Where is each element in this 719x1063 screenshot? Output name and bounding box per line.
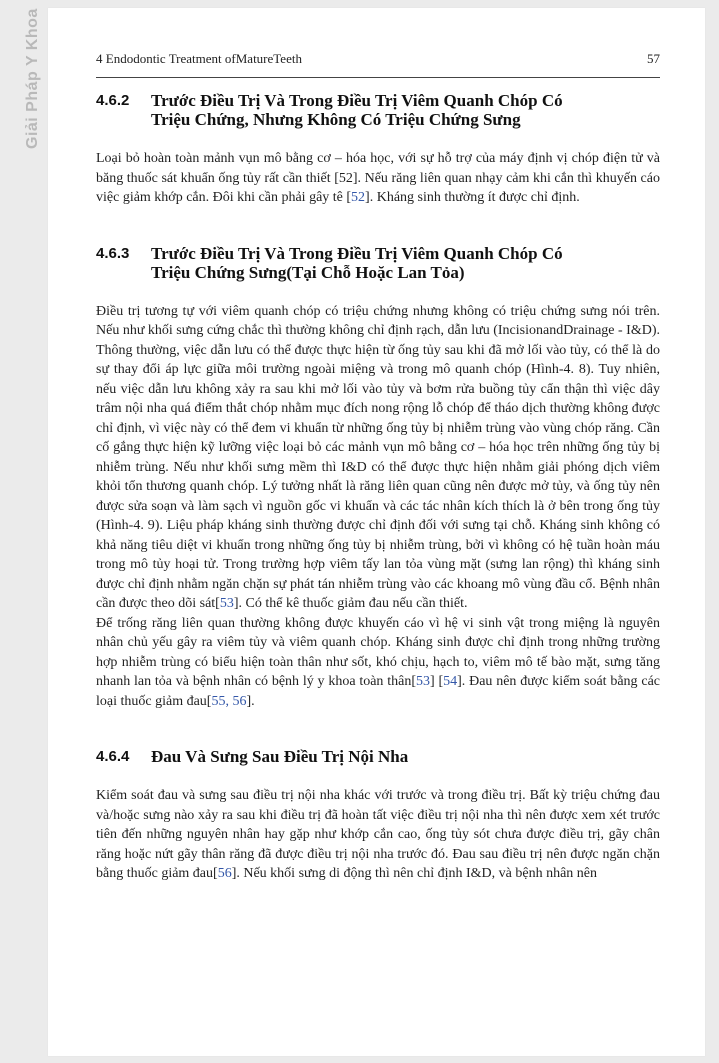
paragraph-text: Kiểm soát đau và sưng sau điều trị nội nha khác với trước và trong điều trị. Bất kỳ triệu chứng đau và/hoặc sưng nào xảy ra sau khi điều trị đã hoàn tất việc điều trị nội nha thì nên được xem xét trước tiên đến những nguyên nhân hay gặp như khớp cắn cao, ống tủy sót chưa được điều trị, gãy chân răng hoặc nứt gãy thân răng đã được điều trị nội nha trước đó. Đau sau điều trị nên được ngăn chặn bằng thuốc giảm đau[ — [96, 788, 660, 881]
paragraph-text: ]. Nếu khối sưng di động thì nên chỉ định I&D, và bệnh nhân nên — [231, 866, 597, 881]
section-number: 4.6.4 — [96, 748, 130, 765]
section-paragraph — [96, 149, 660, 208]
paragraph-text: ]. Kháng sinh thường ít được chỉ định. — [365, 190, 580, 205]
paragraph-text: ] [ — [430, 674, 444, 689]
section-number: 4.6.3 — [96, 244, 130, 262]
section-heading-4-6-2 — [96, 91, 660, 129]
paragraph-text: ]. Đau nên được kiểm soát bằng các loại thuốc giảm đau[ — [96, 674, 660, 709]
section-heading-4-6-3 — [96, 244, 660, 282]
running-head — [96, 50, 660, 68]
document-page — [48, 8, 705, 1056]
paragraph-text: ]. Có thể kê thuốc giảm đau nếu cần thiết. — [233, 596, 468, 611]
section-heading-4-6-4 — [96, 747, 660, 766]
citation-ref[interactable]: 54 — [443, 674, 458, 689]
section-title: Trước Điều Trị Và Trong Điều Trị Viêm Quanh Chóp Có Triệu Chứng, Nhưng Không Có Triệu Chứng Sưng — [151, 91, 563, 129]
citation-ref[interactable]: 53 — [416, 674, 430, 689]
section-number: 4.6.2 — [96, 92, 130, 109]
paragraph-text: Loại bỏ hoàn toàn mảnh vụn mô bằng cơ – hóa học, với sự hỗ trợ của máy định vị chóp điện tử và băng thuốc sát khuẩn ống tủy rất cần thiết [52]. Nếu răng liên quan nhạy cảm khi cắn thì khuyến cáo việc giảm khớp cắn. Đôi khi cần phải gây tê [ — [96, 151, 660, 205]
citation-ref[interactable]: 53 — [219, 596, 234, 611]
section-paragraph — [96, 786, 660, 884]
citation-ref[interactable]: 55, 56 — [211, 693, 247, 709]
watermark-text: Giải Pháp Y Khoa — [24, 8, 41, 149]
chapter-title: 4 Endodontic Treatment ofMatureTeeth — [96, 51, 302, 66]
paragraph-text: ]. — [246, 693, 255, 709]
paragraph-text: Điều trị tương tự với viêm quanh chóp có triệu chứng nhưng không có triệu chứng sưng nói trên. Nếu như khối sưng cứng chắc thì thường không chỉ định rạch, dẫn lưu (IncisionandDrainage - I&D). Thông thường, việc dẫn lưu có thể được thực hiện từ ống tủy sau khi đã mở lối vào tủy, có thể là do sự thay đổi áp lực giữa môi trường ngoài miệng và trong mô quanh chóp (Hình-4. 8). Tuy nhiên, nếu việc dẫn lưu không xảy ra sau khi mở lối vào tủy và bơm rửa buồng tủy cẩn thận thì việc dây trâm nội nha quá điểm thắt chóp nhằm mục đích nong rộng lỗ chóp để tháo dịch thường không được chỉ định, vì việc này có thể đem vi khuẩn từ những ống tủy bị nhiễm trùng vào vùng chóp răng. Cần cố gắng thực hiện kỹ lưỡng việc loại bỏ các mảnh vụn mô bằng cơ – hóa học trên những ống tủy bị nhiễm trùng. Nếu như khối sưng mềm thì I&D có thể được thực hiện nhằm giải phóng dịch viêm khỏi tổn thương quanh chóp. Lý tưởng nhất là răng liên quan cũng nên được mở tủy, và ống tủy nên được sửa soạn và làm sạch vì nguồn gốc vi khuẩn và các tác nhân kích thích là ở bên trong ống tủy (Hình-4. 9). Liệu pháp kháng sinh thường được chỉ định đối với sưng tại chỗ. Kháng sinh không có khả năng tiêu diệt vi khuẩn trong những ống tủy bị nhiễm trùng, bởi vì không có hệ tuần hoàn máu trong mô tủy hoại tử. Trong trường hợp viêm tấy lan tỏa vùng mặt (sưng lan rộng) thì kháng sinh được chỉ định nhằm ngăn chặn sự phát tán nhiễm trùng vào các khoang mô vùng đầu cổ. Bệnh nhân cần được theo dõi sát[ — [96, 303, 660, 611]
section-paragraph — [96, 302, 660, 712]
section-title: Trước Điều Trị Và Trong Điều Trị Viêm Quanh Chóp Có Triệu Chứng Sưng(Tại Chỗ Hoặc Lan Tỏa) — [151, 243, 563, 282]
paragraph-text: Để trống răng liên quan thường không được khuyến cáo vì hệ vi sinh vật trong miệng là nguyên nhân chủ yếu gây ra viêm tủy và viêm quanh chóp. Kháng sinh được chỉ định trong những trường hợp nhiễm trùng có biểu hiện toàn thân như sốt, khó chịu, hạch to, viêm mô tế bào mặt, sưng tăng nhanh lan tỏa và bệnh nhân có bệnh lý y khoa toàn thân[ — [96, 615, 660, 689]
citation-ref[interactable]: 56 — [217, 866, 232, 881]
header-rule — [96, 77, 660, 78]
page-number: 57 — [647, 51, 660, 66]
section-title: Đau Và Sưng Sau Điều Trị Nội Nha — [151, 747, 409, 766]
citation-ref[interactable]: 52 — [351, 190, 366, 205]
page-content — [96, 91, 660, 884]
